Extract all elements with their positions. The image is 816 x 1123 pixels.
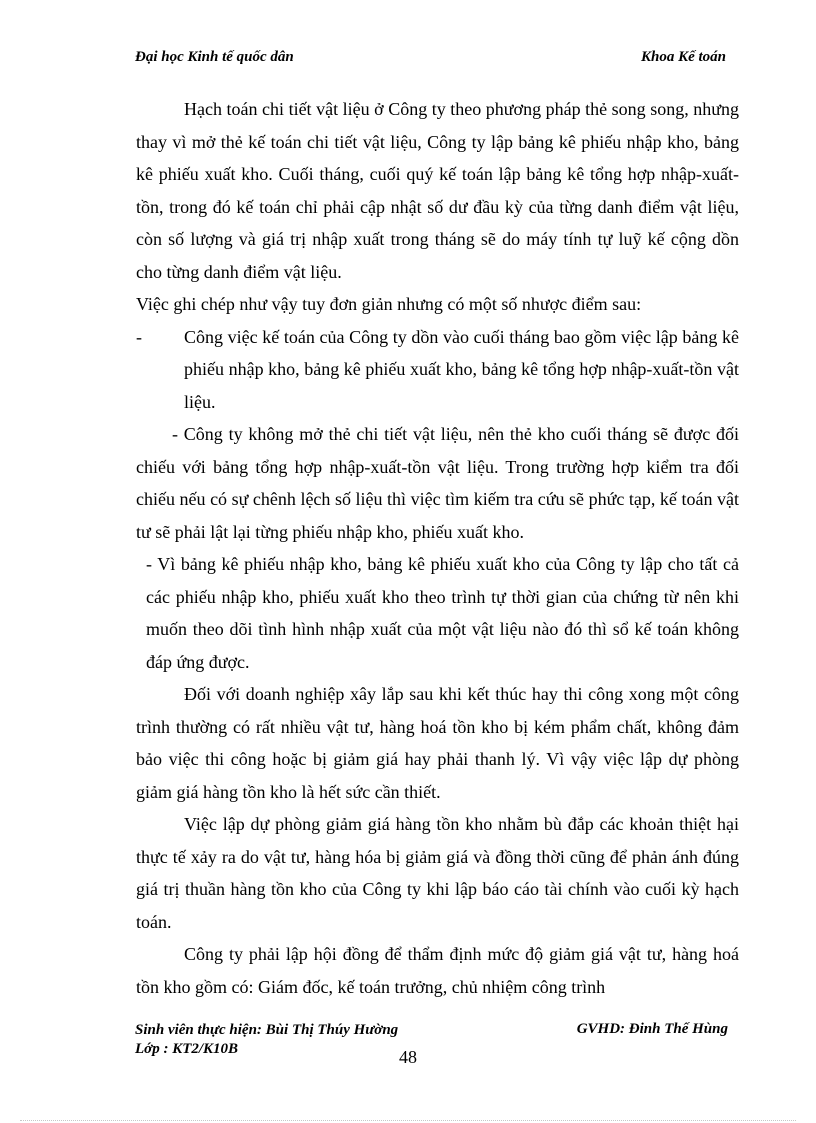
page-bottom-divider: [20, 1120, 796, 1121]
list-item-1-text: Công việc kế toán của Công ty dồn vào cuối tháng bao gồm việc lập bảng kê phiếu nhập kho, bảng kê phiếu xuất kho, bảng kê tổng hợp nhập-xuất-tồn vật liệu.: [184, 326, 739, 412]
page-number: 48: [399, 1047, 417, 1067]
footer-class: Lớp : KT2/K10B: [135, 1041, 239, 1057]
paragraph-1: Hạch toán chi tiết vật liệu ở Công ty theo phương pháp thẻ song song, nhưng thay vì mở thẻ kế toán chi tiết vật liệu, Công ty lập bảng kê phiếu nhập kho, bảng kê phiếu xuất kho. Cuối tháng, cuối quý kế toán lập bảng kê tổng hợp nhập-xuất-tồn, trong đó kế toán chỉ phải cập nhật số dư đầu kỳ của từng danh điểm vật liệu, còn số lượng và giá trị nhập xuất trong tháng sẽ do máy tính tự luỹ kế cộng dồn cho từng danh điểm vật liệu.: [136, 99, 739, 282]
list-item-1: [136, 321, 739, 419]
document-body: [136, 93, 739, 1003]
paragraph-5: Công ty phải lập hội đồng để thẩm định mức độ giảm giá vật tư, hàng hoá tồn kho gồm có: Giám đốc, kế toán trưởng, chủ nhiệm công trình: [136, 944, 739, 997]
paragraph-4: Việc lập dự phòng giảm giá hàng tồn kho nhằm bù đắp các khoản thiệt hại thực tế xảy ra do vật tư, hàng hóa bị giảm giá và đồng thời cũng để phản ánh đúng giá trị thuần hàng tồn kho của Công ty khi lập báo cáo tài chính vào cuối kỳ hạch toán.: [136, 814, 739, 932]
dash-marker: -: [136, 326, 142, 347]
footer-advisor: GVHD: Đinh Thế Hùng: [576, 1021, 728, 1037]
footer-student-name: Sinh viên thực hiện: Bùi Thị Thúy Hường: [135, 1022, 399, 1038]
paragraph-3: Đối với doanh nghiệp xây lắp sau khi kết thúc hay thi công xong một công trình thường có rất nhiều vật tư, hàng hoá tồn kho bị kém phẩm chất, không đảm bảo việc thi công hoặc bị giảm giá hay phải thanh lý. Vì vậy việc lập dự phòng giảm giá hàng tồn kho là hết sức cần thiết.: [136, 684, 739, 802]
paragraph-2: Việc ghi chép như vậy tuy đơn giản nhưng có một số nhược điểm sau:: [136, 294, 642, 314]
list-item-3: - Vì bảng kê phiếu nhập kho, bảng kê phiếu xuất kho của Công ty lập cho tất cả các phiếu nhập kho, phiếu xuất kho theo trình tự thời gian của chứng từ nên khi muốn theo dõi tình hình nhập xuất của một vật liệu nào đó thì sổ kế toán không đáp ứng được.: [146, 554, 739, 672]
header-university: Đại học Kinh tế quốc dân: [135, 49, 294, 65]
header-faculty: Khoa Kế toán: [640, 49, 726, 65]
list-item-2: - Công ty không mở thẻ chi tiết vật liệu, nên thẻ kho cuối tháng sẽ được đối chiếu với bảng tổng hợp nhập-xuất-tồn vật liệu. Trong trường hợp kiểm tra đối chiếu nếu có sự chênh lệch số liệu thì việc tìm kiếm tra cứu sẽ phức tạp, kế toán vật tư sẽ phải lật lại từng phiếu nhập kho, phiếu xuất kho.: [136, 424, 739, 542]
